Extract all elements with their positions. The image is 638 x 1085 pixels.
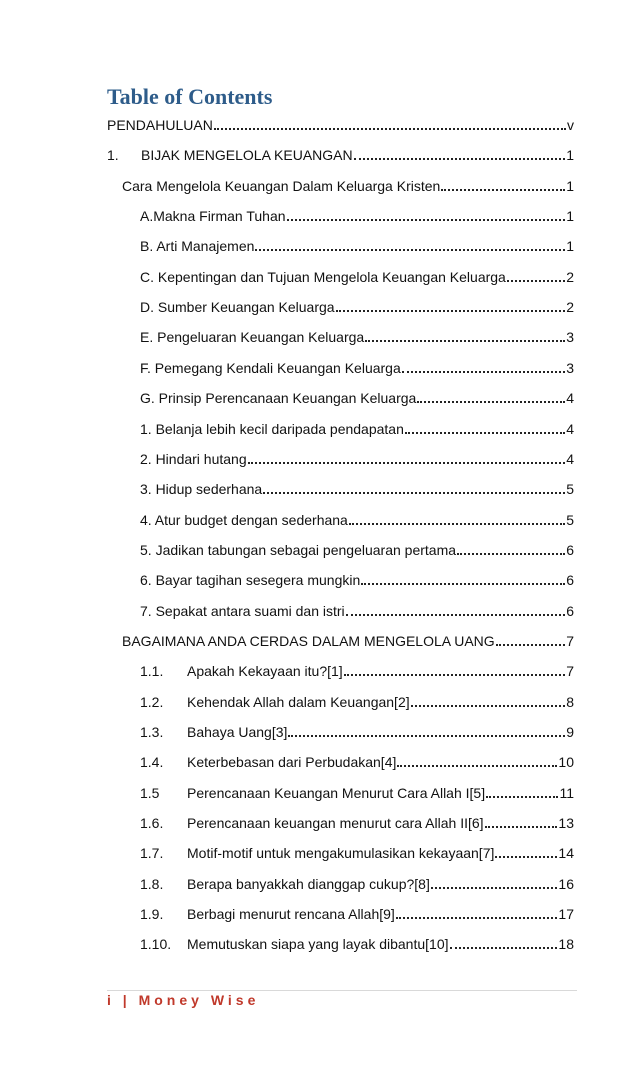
dot-leader [507,278,565,282]
toc-entry-page-number: 16 [558,876,574,892]
toc-entry[interactable] [140,327,574,347]
toc-entry-title: Berbagi menurut rencana Allah[9] [187,906,395,922]
dot-leader [361,581,565,585]
toc-entry-title: PENDAHULUAN [107,117,213,133]
dot-leader [496,642,566,646]
toc-entry-page-number: 7 [566,633,574,649]
toc-entry[interactable] [140,843,574,863]
toc-entry-title: Kehendak Allah dalam Keuangan[2] [187,694,410,710]
toc-entry[interactable] [140,601,574,621]
toc-entry-title: Motif-motif untuk mengakumulasikan kekayaan[7] [187,845,495,861]
toc-entry-number: 1.3. [140,724,164,740]
toc-entry-title: E. Pengeluaran Keuangan Keluarga [140,329,365,345]
page-footer: i | Money Wise [107,992,260,1008]
toc-entry[interactable] [140,449,574,469]
toc-entry[interactable] [140,752,574,772]
toc-entry-page-number: 11 [559,785,574,801]
toc-entry-page-number: 2 [566,299,574,315]
dot-leader [485,824,558,828]
toc-entry-title: Apakah Kekayaan itu?[1] [187,663,343,679]
toc-entry-page-number: 6 [566,542,574,558]
toc-entry-page-number: 10 [558,754,574,770]
dot-leader [402,369,565,373]
dot-leader [405,430,565,434]
dot-leader [417,399,565,403]
toc-entry-title: 7. Sepakat antara suami dan istri [140,603,345,619]
toc-entry-number: 1.6. [140,815,164,831]
toc-entry-page-number: v [567,117,574,133]
toc-entry-title: Perencanaan Keuangan Menurut Cara Allah I[5] [187,785,486,801]
toc-entry[interactable] [140,813,574,833]
toc-entry-title: 3. Hidup sederhana [140,481,263,497]
toc-entry-page-number: 4 [566,421,574,437]
dot-leader [411,703,566,707]
toc-entry-title: Keterbebasan dari Perbudakan[4] [187,754,397,770]
toc-entry-page-number: 13 [558,815,574,831]
dot-leader [495,854,557,858]
dot-leader [336,308,566,312]
dot-leader [431,885,558,889]
toc-entry[interactable] [107,115,574,135]
toc-entry-title: Perencanaan keuangan menurut cara Allah II[6] [187,815,484,831]
toc-entry-page-number: 3 [566,329,574,345]
toc-entry-page-number: 6 [566,572,574,588]
toc-entry-title: C. Kepentingan dan Tujuan Mengelola Keuangan Keluarga [140,269,506,285]
toc-entry-page-number: 8 [566,694,574,710]
toc-entry-title: BAGAIMANA ANDA CERDAS DALAM MENGELOLA UANG [122,633,495,649]
toc-entry-title: D. Sumber Keuangan Keluarga [140,299,335,315]
toc-entry-page-number: 5 [566,481,574,497]
toc-entry[interactable] [122,631,574,651]
toc-entry[interactable] [140,479,574,499]
toc-entry-page-number: 1 [566,178,574,194]
toc-entry-title: 1. Belanja lebih kecil daripada pendapatan [140,421,404,437]
toc-entry[interactable] [140,206,574,226]
dot-leader [344,672,566,676]
toc-entry[interactable] [140,388,574,408]
dot-leader [450,945,558,949]
toc-entry-title: G. Prinsip Perencanaan Keuangan Keluarga [140,390,417,406]
dot-leader [486,794,558,798]
dot-leader [248,460,566,464]
toc-entry-page-number: 1 [566,238,574,254]
dot-leader [396,915,558,919]
dot-leader [214,126,566,130]
toc-title: Table of Contents [107,84,273,109]
toc-entry-number: 1.8. [140,876,164,892]
dot-leader [287,217,566,221]
toc-entry[interactable] [140,419,574,439]
toc-entry-number: 1.4. [140,754,164,770]
toc-entry-title: A.Makna Firman Tuhan [140,208,286,224]
dot-leader [457,551,565,555]
toc-entry-title: Berapa banyakkah dianggap cukup?[8] [187,876,430,892]
toc-entry-number: 1.1. [140,663,164,679]
toc-entry-number: 1. [107,147,119,163]
toc-entry[interactable] [140,904,574,924]
toc-entry-number: 1.5 [140,785,160,801]
toc-entry[interactable] [140,570,574,590]
toc-entry-page-number: 17 [558,906,574,922]
toc-entry-page-number: 2 [566,269,574,285]
toc-entry[interactable] [140,510,574,530]
toc-entry-page-number: 1 [566,208,574,224]
toc-entry-page-number: 5 [566,512,574,528]
toc-entry-page-number: 4 [566,390,574,406]
toc-entry-page-number: 1 [566,147,574,163]
toc-entry[interactable] [140,783,574,803]
toc-entry-number: 1.7. [140,845,164,861]
toc-entry-page-number: 6 [566,603,574,619]
toc-entry[interactable] [140,934,574,954]
toc-entry-page-number: 7 [566,663,574,679]
toc-entry-title: F. Pemegang Kendali Keuangan Keluarga [140,360,401,376]
dot-leader [346,612,566,616]
toc-entry-title: Memutuskan siapa yang layak dibantu[10] [187,936,449,952]
toc-entry[interactable] [140,874,574,894]
toc-entry-title: 4. Atur budget dengan sederhana [140,512,348,528]
dot-leader [255,247,565,251]
toc-entry-page-number: 3 [566,360,574,376]
toc-entry-page-number: 4 [566,451,574,467]
dot-leader [349,521,565,525]
dot-leader [354,156,566,160]
toc-entry[interactable] [140,358,574,378]
footer-divider [107,990,577,991]
toc-entry[interactable] [107,145,574,165]
toc-entry-title: 6. Bayar tagihan sesegera mungkin [140,572,361,588]
toc-entry-title: Cara Mengelola Keuangan Dalam Keluarga Kristen [122,178,441,194]
toc-entry-page-number: 9 [566,724,574,740]
toc-entry-title: BIJAK MENGELOLA KEUANGAN [141,147,353,163]
toc-entry[interactable] [140,297,574,317]
toc-entry[interactable] [140,692,574,712]
toc-entry[interactable] [140,661,574,681]
dot-leader [288,733,565,737]
toc-entry[interactable] [140,722,574,742]
dot-leader [397,763,557,767]
toc-entry-page-number: 18 [558,936,574,952]
toc-entry[interactable] [122,176,574,196]
toc-entry[interactable] [140,267,574,287]
dot-leader [365,338,565,342]
toc-entry-number: 1.2. [140,694,164,710]
toc-entry-title: Bahaya Uang[3] [187,724,288,740]
toc-entry-title: 2. Hindari hutang [140,451,247,467]
toc-entry-number: 1.9. [140,906,164,922]
toc-entry-title: B. Arti Manajemen [140,238,255,254]
dot-leader [441,187,565,191]
toc-entry[interactable] [140,236,574,256]
toc-entry-number: 1.10. [140,936,172,952]
toc-entry[interactable] [140,540,574,560]
toc-entry-title: 5. Jadikan tabungan sebagai pengeluaran pertama [140,542,457,558]
toc-entry-page-number: 14 [558,845,574,861]
dot-leader [263,490,565,494]
